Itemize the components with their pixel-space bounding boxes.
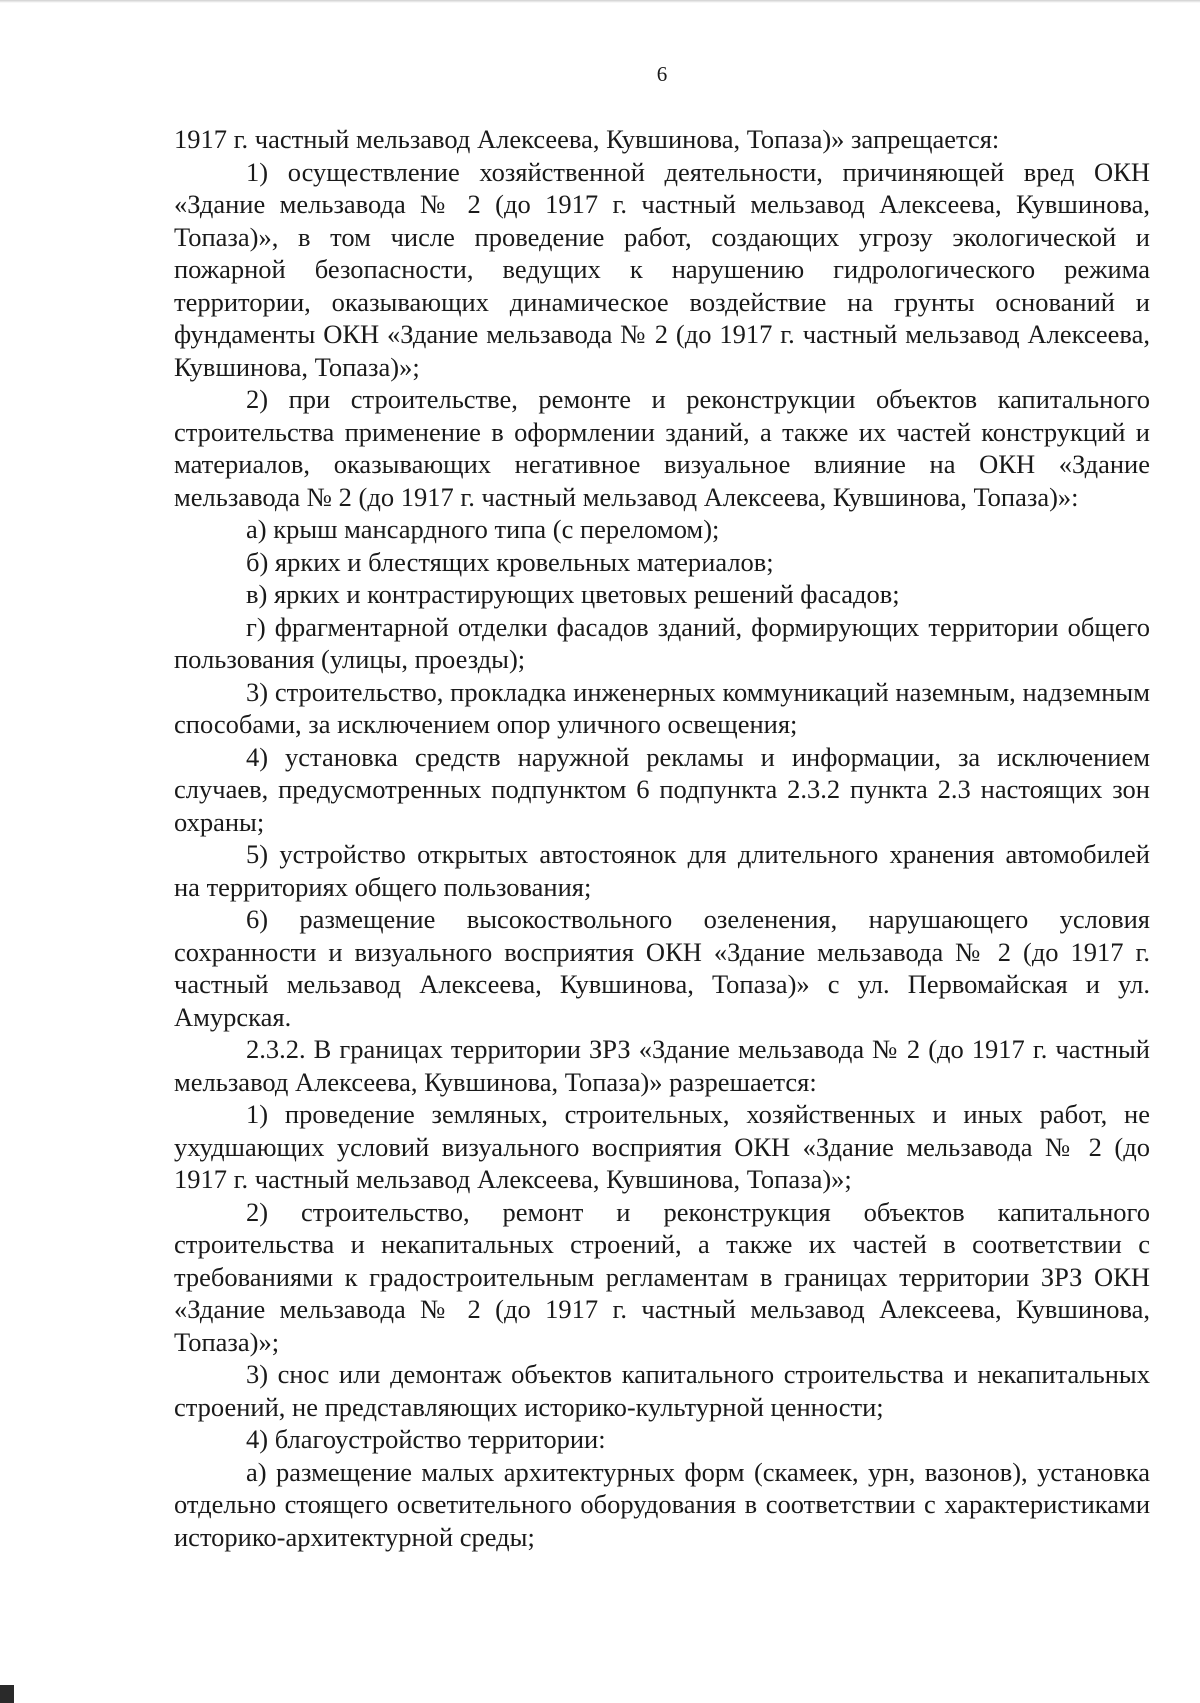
paragraph: 2) при строительстве, ремонте и реконструкции объектов капитального строительства применение в оформлении зданий, а также их частей конструкций и материалов, оказывающих негативное визуальное влияние на ОКН «Здание мельзавода № 2 (до 1917 г. частный мельзавод Алексеева, Кувшинова, Топаза)»: [174, 384, 1150, 512]
paragraph: 3) снос или демонтаж объектов капитального строительства и некапитальных строений, не представляющих историко-культурной ценности; [174, 1359, 1150, 1422]
paragraph: а) крыш мансардного типа (с переломом); [246, 514, 720, 544]
paragraph: 4) установка средств наружной рекламы и информации, за исключением случаев, предусмотренных подпунктом 6 подпункта 2.3.2 пункта 2.3 настоящих зон охраны; [174, 741, 1150, 837]
paragraph: 3) строительство, прокладка инженерных коммуникаций наземным, надземным способами, за исключением опор уличного освещения; [174, 676, 1150, 739]
paragraph: б) ярких и блестящих кровельных материалов; [246, 546, 774, 577]
scan-edge-shadow [0, 0, 1200, 3]
paragraph: 4) благоустройство территории: [246, 1424, 606, 1454]
paragraph: а) размещение малых архитектурных форм (скамеек, урн, вазонов), установка отдельно стоящего осветительного оборудования в соответствии с характеристиками историко-архитектурной среды; [174, 1456, 1150, 1552]
paragraph: г) фрагментарной отделки фасадов зданий, формирующих территории общего пользования (улицы, проезды); [174, 611, 1150, 674]
scan-corner-mark [0, 1685, 14, 1703]
paragraph: 1) проведение земляных, строительных, хозяйственных и иных работ, не ухудшающих условий визуального восприятия ОКН «Здание мельзавода № 2 (до 1917 г. частный мельзавод Алексеева, Кувшинова, Топаза)»; [174, 1099, 1150, 1194]
page-number: 6 [656, 62, 668, 86]
paragraph: 2.3.2. В границах территории ЗРЗ «Здание мельзавода № 2 (до 1917 г. частный мельзавод Алексеева, Кувшинова, Топаза)» разрешается: [174, 1034, 1150, 1097]
paragraph: 6) размещение высокоствольного озеленения, нарушающего условия сохранности и визуального восприятия ОКН «Здание мельзавода № 2 (до 1917 г. частный мельзавод Алексеева, Кувшинова, Топаза)» с ул. Первомайская и ул. Амурская. [174, 904, 1150, 1032]
paragraph: 1) осуществление хозяйственной деятельности, причиняющей вред ОКН «Здание мельзавода № 2 (до 1917 г. частный мельзавод Алексеева, Кувшинова, Топаза)», в том числе проведение работ, создающих угрозу экологической и пожарной безопасности, ведущих к нарушению гидрологического режима территории, оказывающих динамическое воздействие на грунты оснований и фундаменты ОКН «Здание мельзавода № 2 (до 1917 г. частный мельзавод Алексеева, Кувшинова, Топаза)»; [174, 156, 1150, 382]
paragraph: в) ярких и контрастирующих цветовых решений фасадов; [246, 579, 900, 609]
document-body [174, 123, 1150, 1553]
paragraph: 1917 г. частный мельзавод Алексеева, Кувшинова, Топаза)» запрещается: [174, 124, 1000, 154]
paragraph: 2) строительство, ремонт и реконструкция объектов капитального строительства и некапитальных строений, а также их частей в соответствии с требованиями к градостроительным регламентам в границах территории ЗРЗ ОКН «Здание мельзавода № 2 (до 1917 г. частный мельзавод Алексеева, Кувшинова, Топаза)»; [174, 1196, 1150, 1357]
paragraph: 5) устройство открытых автостоянок для длительного хранения автомобилей на территориях общего пользования; [174, 839, 1150, 902]
